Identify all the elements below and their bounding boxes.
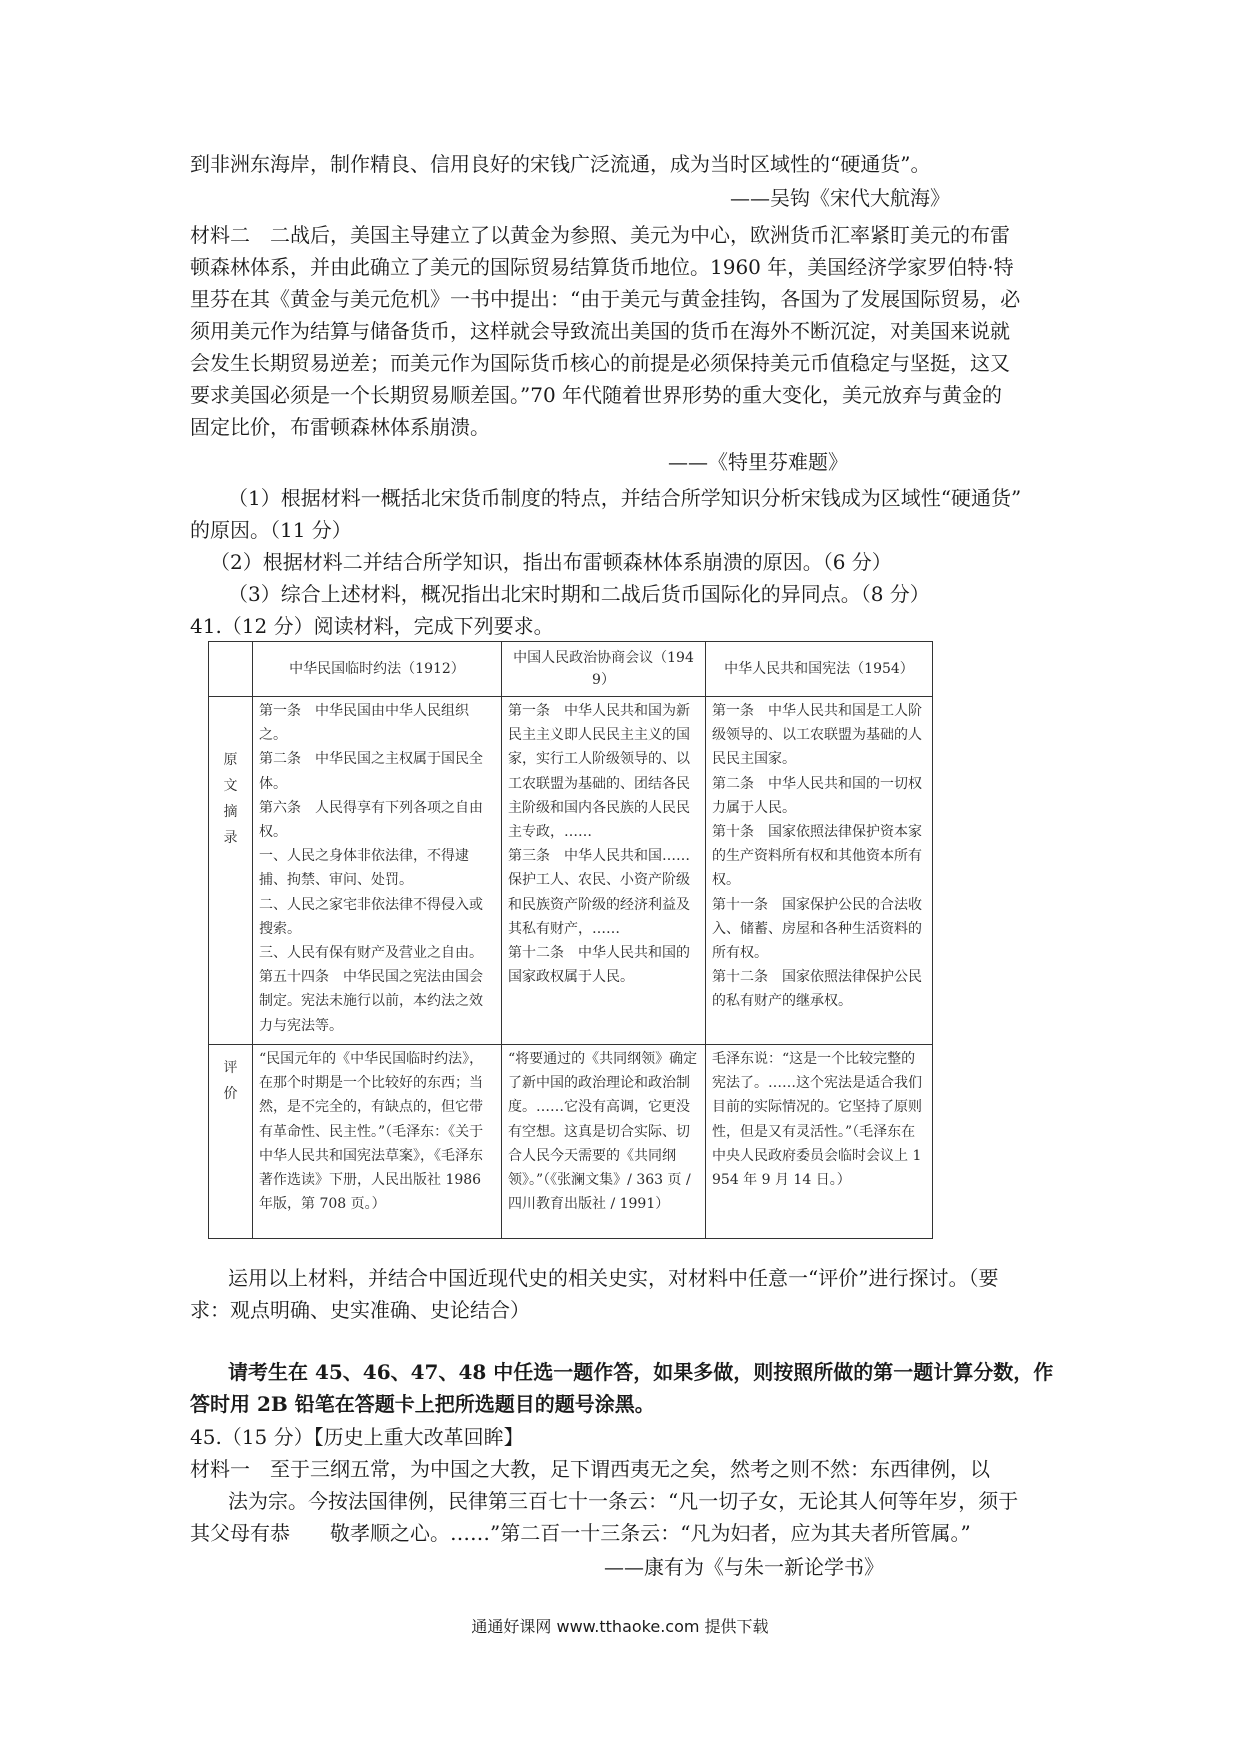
elective-instruction-line-2: 答时用 2B 铅笔在答题卡上把所选题目的题号涂黑。 — [190, 1392, 655, 1416]
material1-last-line: 到非洲东海岸，制作精良、信用良好的宋钱广泛流通，成为当时区域性的“硬通货”。 — [190, 152, 931, 176]
evaluation-cell-1949: “将要通过的《共同纲领》确定了新中国的政治理论和政治制度。……它没有高调，它更没有空想。这真是切合实际、切合人民今天需要的《共同纲领》。”（《张澜文集》/ 363 页 / 四川教育出版社 / 1991） — [502, 1045, 706, 1239]
material2-line-3: 里芬在其《黄金与美元危机》一书中提出：“由于美元与黄金挂钩，各国为了发展国际贸易，必 — [190, 287, 1021, 311]
table-corner-cell — [209, 642, 253, 697]
q45-material1-line-2: 法为宗。今按法国律例，民律第三百七十一条云：“凡一切子女，无论其人何等年岁，须于 — [228, 1489, 1019, 1513]
material2-line-1: 材料二 二战后，美国主导建立了以黄金为参照、美元为中心，欧洲货币汇率紧盯美元的布雷 — [190, 223, 1010, 247]
material2-line-6: 要求美国必须是一个长期贸易顺差国。”70 年代随着世界形势的重大变化，美元放弃与黄金的 — [190, 383, 1003, 407]
evaluation-cell-1912: “民国元年的《中华民国临时约法》，在那个时期是一个比较好的东西；当然，是不完全的，有缺点的，但它带有革命性、民主性。”（毛泽东：《关于中华人民共和国宪法草案》，《毛泽东著作选读》下册，人民出版社 1986 年版，第 708 页。） — [253, 1045, 502, 1239]
material2-line-4: 须用美元作为结算与储备货币，这样就会导致流出美国的货币在海外不断沉淀，对美国来说就 — [190, 319, 1010, 343]
question-2: （2）根据材料二并结合所学知识，指出布雷顿森林体系崩溃的原因。（6 分） — [210, 550, 892, 574]
row-label-excerpts: 原 文 摘 录 — [209, 697, 253, 1045]
page-footer: 通通好课网 www.tthaoke.com 提供下载 — [471, 1617, 769, 1636]
table-row-evaluations — [209, 1045, 933, 1239]
q45-material1-source: ——康有为《与朱一新论学书》 — [604, 1555, 884, 1579]
question-1-line-1: （1）根据材料一概括北宋货币制度的特点，并结合所学知识分析宋钱成为区域性“硬通货” — [228, 486, 1022, 510]
material2-line-5: 会发生长期贸易逆差；而美元作为国际货币核心的前提是必须保持美元币值稳定与坚挺，这又 — [190, 351, 1010, 375]
question-45-heading: 45.（15 分）【历史上重大改革回眸】 — [190, 1425, 524, 1449]
material1-source: ——吴钩《宋代大航海》 — [730, 186, 950, 210]
question-41-task-line-1: 运用以上材料，并结合中国近现代史的相关史实，对材料中任意一“评价”进行探讨。（要 — [228, 1266, 999, 1290]
column-header: 中国人民政治协商会议（1949） — [502, 642, 706, 697]
q45-material1-line-1: 材料一 至于三纲五常，为中国之大教，足下谓西夷无之矣，然考之则不然：东西律例，以 — [190, 1457, 990, 1481]
question-1-line-2: 的原因。（11 分） — [190, 518, 352, 542]
material2-source: ——《特里芬难题》 — [668, 450, 848, 474]
constitution-comparison-table — [208, 641, 933, 1239]
column-header: 中华人民共和国宪法（1954） — [706, 642, 933, 697]
material2-line-7: 固定比价，布雷顿森林体系崩溃。 — [190, 415, 490, 439]
column-header: 中华民国临时约法（1912） — [253, 642, 502, 697]
evaluation-cell-1954: 毛泽东说：“这是一个比较完整的宪法了。……这个宪法是适合我们目前的实际情况的。它坚持了原则性，但是又有灵活性。”（毛泽东在中央人民政府委员会临时会议上 1954 年 9 月 14 日。） — [706, 1045, 933, 1239]
excerpt-cell-1954: 第一条 中华人民共和国是工人阶级领导的、以工农联盟为基础的人民民主国家。 第二条 中华人民共和国的一切权力属于人民。 第十条 国家依照法律保护资本家的生产资料所有权和其他资本所有权。 第十一条 国家保护公民的合法收入、储蓄、房屋和各种生活资料的所有权。 第十二条 国家依照法律保护公民的私有财产的继承权。 — [706, 697, 933, 1045]
row-label-evaluations: 评 价 — [209, 1045, 253, 1239]
question-41-task-line-2: 求：观点明确、史实准确、史论结合） — [190, 1298, 530, 1322]
question-3: （3）综合上述材料，概况指出北宋时期和二战后货币国际化的异同点。（8 分） — [228, 582, 930, 606]
question-41-heading: 41.（12 分）阅读材料，完成下列要求。 — [190, 614, 554, 638]
material2-line-2: 顿森林体系，并由此确立了美元的国际贸易结算货币地位。1960 年，美国经济学家罗伯特·特 — [190, 255, 1014, 279]
q45-material1-line-3: 其父母有恭 敬孝顺之心。……”第二百一十三条云：“凡为妇者，应为其夫者所管属。” — [190, 1521, 971, 1545]
table-header-row — [209, 642, 933, 697]
excerpt-cell-1912: 第一条 中华民国由中华人民组织之。 第二条 中华民国之主权属于国民全体。 第六条 人民得享有下列各项之自由权。 一、人民之身体非依法律，不得逮捕、拘禁、审问、处罚。 二、人民之家宅非依法律不得侵入或搜索。 三、人民有保有财产及营业之自由。 第五十四条 中华民国之宪法由国会制定。宪法未施行以前，本约法之效力与宪法等。 — [253, 697, 502, 1045]
elective-instruction-line-1: 请考生在 45、46、47、48 中任选一题作答，如果多做，则按照所做的第一题计算分数，作 — [228, 1360, 1054, 1384]
excerpt-cell-1949: 第一条 中华人民共和国为新民主主义即人民民主主义的国家，实行工人阶级领导的、以工农联盟为基础的、团结各民主阶级和国内各民族的人民民主专政，…… 第三条 中华人民共和国……保护工人、农民、小资产阶级和民族资产阶级的经济利益及其私有财产，…… 第十二条 中华人民共和国的国家政权属于人民。 — [502, 697, 706, 1045]
table-row-excerpts — [209, 697, 933, 1045]
